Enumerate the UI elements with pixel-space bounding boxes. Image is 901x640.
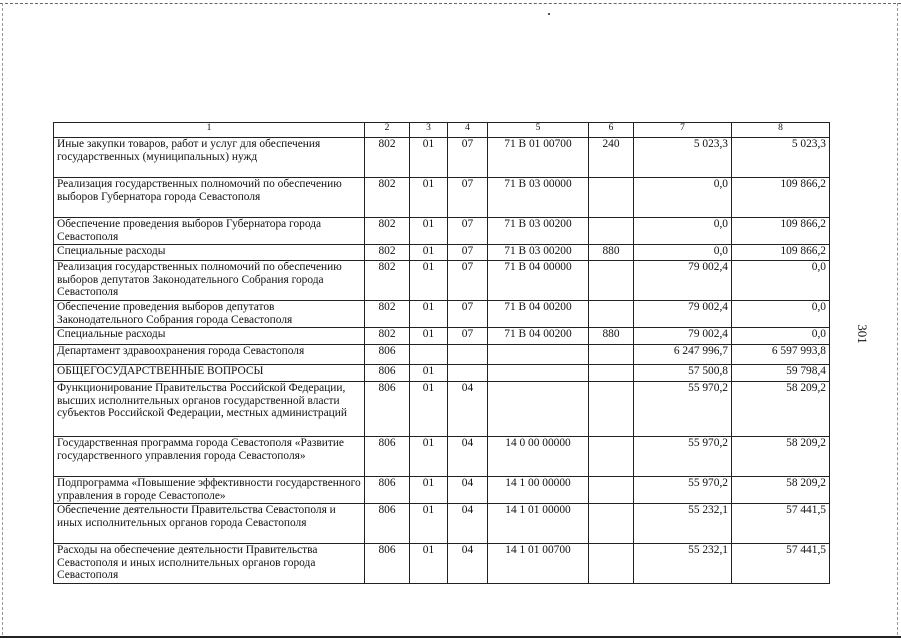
section-code-cell: 01 — [410, 544, 448, 584]
row-name-cell: Реализация государственных полномочий по обеспечению выборов депутатов Законодательного Собрания города Севастополя — [54, 261, 365, 301]
row-name-cell: Государственная программа города Севастополя «Развитие государственного управления города Севастополя» — [54, 437, 365, 477]
ved-code-cell: 802 — [365, 328, 410, 345]
column-header: 3 — [410, 123, 448, 138]
column-header: 8 — [732, 123, 830, 138]
amount-year2-cell: 109 866,2 — [732, 245, 830, 261]
expense-type-cell: 880 — [589, 328, 634, 345]
expense-type-cell — [589, 382, 634, 437]
expense-type-cell — [589, 345, 634, 365]
row-name-cell: Обеспечение проведения выборов депутатов Законодательного Собрания города Севастополя — [54, 301, 365, 328]
column-header: 1 — [54, 123, 365, 138]
row-name-cell: Иные закупки товаров, работ и услуг для обеспечения государственных (муниципальных) нужд — [54, 138, 365, 178]
target-article-cell: 14 0 00 00000 — [488, 437, 589, 477]
row-name-cell: Реализация государственных полномочий по обеспечению выборов Губернатора города Севастополя — [54, 178, 365, 218]
section-code-cell: 01 — [410, 477, 448, 504]
amount-year1-cell: 57 500,8 — [634, 365, 732, 382]
target-article-cell: 14 1 00 00000 — [488, 477, 589, 504]
amount-year2-cell: 0,0 — [732, 301, 830, 328]
target-article-cell: 71 В 03 00200 — [488, 218, 589, 245]
table-row — [54, 218, 830, 245]
amount-year2-cell: 59 798,4 — [732, 365, 830, 382]
column-header: 7 — [634, 123, 732, 138]
table-row — [54, 437, 830, 477]
top-scan-edge — [0, 3, 901, 4]
ved-code-cell: 802 — [365, 138, 410, 178]
expense-type-cell — [589, 365, 634, 382]
page-number: 301 — [854, 324, 870, 344]
right-scan-edge — [897, 3, 898, 635]
expense-type-cell — [589, 544, 634, 584]
section-code-cell: 01 — [410, 261, 448, 301]
expense-type-cell: 240 — [589, 138, 634, 178]
section-code-cell: 01 — [410, 437, 448, 477]
target-article-cell: 14 1 01 00000 — [488, 504, 589, 544]
amount-year1-cell: 55 970,2 — [634, 477, 732, 504]
target-article-cell: 14 1 01 00700 — [488, 544, 589, 584]
expense-type-cell — [589, 437, 634, 477]
subsection-code-cell: 04 — [448, 544, 488, 584]
ved-code-cell: 802 — [365, 218, 410, 245]
section-code-cell: 01 — [410, 328, 448, 345]
amount-year1-cell: 79 002,4 — [634, 261, 732, 301]
table-row — [54, 365, 830, 382]
target-article-cell: 71 В 01 00700 — [488, 138, 589, 178]
scan-speck — [548, 13, 550, 15]
budget-table — [53, 122, 830, 584]
row-name-cell: ОБЩЕГОСУДАРСТВЕННЫЕ ВОПРОСЫ — [54, 365, 365, 382]
row-name-cell: Подпрограмма «Повышение эффективности государственного управления в городе Севастополе» — [54, 477, 365, 504]
row-name-cell: Функционирование Правительства Российской Федерации, высших исполнительных органов государственной власти субъектов Российской Федерации, местных администраций — [54, 382, 365, 437]
amount-year2-cell: 58 209,2 — [732, 382, 830, 437]
row-name-cell: Обеспечение проведения выборов Губернатора города Севастополя — [54, 218, 365, 245]
section-code-cell: 01 — [410, 245, 448, 261]
ved-code-cell: 802 — [365, 301, 410, 328]
ved-code-cell: 802 — [365, 261, 410, 301]
target-article-cell — [488, 382, 589, 437]
expense-type-cell — [589, 218, 634, 245]
column-header: 6 — [589, 123, 634, 138]
amount-year2-cell: 0,0 — [732, 328, 830, 345]
expense-type-cell — [589, 261, 634, 301]
table-row — [54, 345, 830, 365]
ved-code-cell: 802 — [365, 245, 410, 261]
row-name-cell: Расходы на обеспечение деятельности Правительства Севастополя и иных исполнительных органов города Севастополя — [54, 544, 365, 584]
amount-year2-cell: 6 597 993,8 — [732, 345, 830, 365]
target-article-cell: 71 В 04 00200 — [488, 328, 589, 345]
table-row — [54, 382, 830, 437]
target-article-cell: 71 В 04 00200 — [488, 301, 589, 328]
subsection-code-cell: 07 — [448, 245, 488, 261]
table-row — [54, 504, 830, 544]
amount-year2-cell: 0,0 — [732, 261, 830, 301]
table-row — [54, 245, 830, 261]
section-code-cell: 01 — [410, 365, 448, 382]
target-article-cell: 71 В 03 00200 — [488, 245, 589, 261]
expense-type-cell — [589, 504, 634, 544]
amount-year2-cell: 57 441,5 — [732, 544, 830, 584]
table-row — [54, 544, 830, 584]
section-code-cell: 01 — [410, 138, 448, 178]
subsection-code-cell: 04 — [448, 382, 488, 437]
column-header: 5 — [488, 123, 589, 138]
section-code-cell: 01 — [410, 178, 448, 218]
column-header: 2 — [365, 123, 410, 138]
subsection-code-cell: 07 — [448, 178, 488, 218]
column-number-row — [54, 123, 830, 138]
amount-year2-cell: 57 441,5 — [732, 504, 830, 544]
amount-year1-cell: 79 002,4 — [634, 301, 732, 328]
amount-year1-cell: 0,0 — [634, 178, 732, 218]
table-row — [54, 301, 830, 328]
subsection-code-cell — [448, 345, 488, 365]
expense-type-cell — [589, 178, 634, 218]
target-article-cell: 71 В 04 00000 — [488, 261, 589, 301]
ved-code-cell: 806 — [365, 504, 410, 544]
subsection-code-cell: 04 — [448, 437, 488, 477]
table-row — [54, 261, 830, 301]
amount-year2-cell: 109 866,2 — [732, 178, 830, 218]
target-article-cell: 71 В 03 00000 — [488, 178, 589, 218]
table-row — [54, 477, 830, 504]
amount-year1-cell: 55 232,1 — [634, 504, 732, 544]
subsection-code-cell: 07 — [448, 328, 488, 345]
ved-code-cell: 802 — [365, 178, 410, 218]
expense-type-cell — [589, 477, 634, 504]
amount-year1-cell: 6 247 996,7 — [634, 345, 732, 365]
amount-year1-cell: 0,0 — [634, 245, 732, 261]
amount-year2-cell: 5 023,3 — [732, 138, 830, 178]
amount-year2-cell: 58 209,2 — [732, 477, 830, 504]
amount-year1-cell: 55 970,2 — [634, 437, 732, 477]
expense-type-cell: 880 — [589, 245, 634, 261]
target-article-cell — [488, 365, 589, 382]
table-row — [54, 178, 830, 218]
section-code-cell — [410, 345, 448, 365]
table-row — [54, 138, 830, 178]
section-code-cell: 01 — [410, 218, 448, 245]
row-name-cell: Департамент здравоохранения города Севастополя — [54, 345, 365, 365]
subsection-code-cell — [448, 365, 488, 382]
amount-year1-cell: 0,0 — [634, 218, 732, 245]
section-code-cell: 01 — [410, 382, 448, 437]
expense-type-cell — [589, 301, 634, 328]
subsection-code-cell: 07 — [448, 301, 488, 328]
ved-code-cell: 806 — [365, 437, 410, 477]
column-header: 4 — [448, 123, 488, 138]
row-name-cell: Специальные расходы — [54, 328, 365, 345]
ved-code-cell: 806 — [365, 544, 410, 584]
row-name-cell: Специальные расходы — [54, 245, 365, 261]
ved-code-cell: 806 — [365, 477, 410, 504]
section-code-cell: 01 — [410, 504, 448, 544]
row-name-cell: Обеспечение деятельности Правительства Севастополя и иных исполнительных органов города Севастополя — [54, 504, 365, 544]
ved-code-cell: 806 — [365, 345, 410, 365]
section-code-cell: 01 — [410, 301, 448, 328]
subsection-code-cell: 04 — [448, 504, 488, 544]
table-row — [54, 328, 830, 345]
left-scan-edge — [2, 3, 3, 635]
ved-code-cell: 806 — [365, 382, 410, 437]
subsection-code-cell: 07 — [448, 138, 488, 178]
subsection-code-cell: 04 — [448, 477, 488, 504]
amount-year1-cell: 5 023,3 — [634, 138, 732, 178]
subsection-code-cell: 07 — [448, 218, 488, 245]
subsection-code-cell: 07 — [448, 261, 488, 301]
amount-year2-cell: 58 209,2 — [732, 437, 830, 477]
ved-code-cell: 806 — [365, 365, 410, 382]
bottom-scan-edge — [0, 636, 901, 638]
amount-year1-cell: 79 002,4 — [634, 328, 732, 345]
amount-year1-cell: 55 970,2 — [634, 382, 732, 437]
target-article-cell — [488, 345, 589, 365]
amount-year1-cell: 55 232,1 — [634, 544, 732, 584]
amount-year2-cell: 109 866,2 — [732, 218, 830, 245]
